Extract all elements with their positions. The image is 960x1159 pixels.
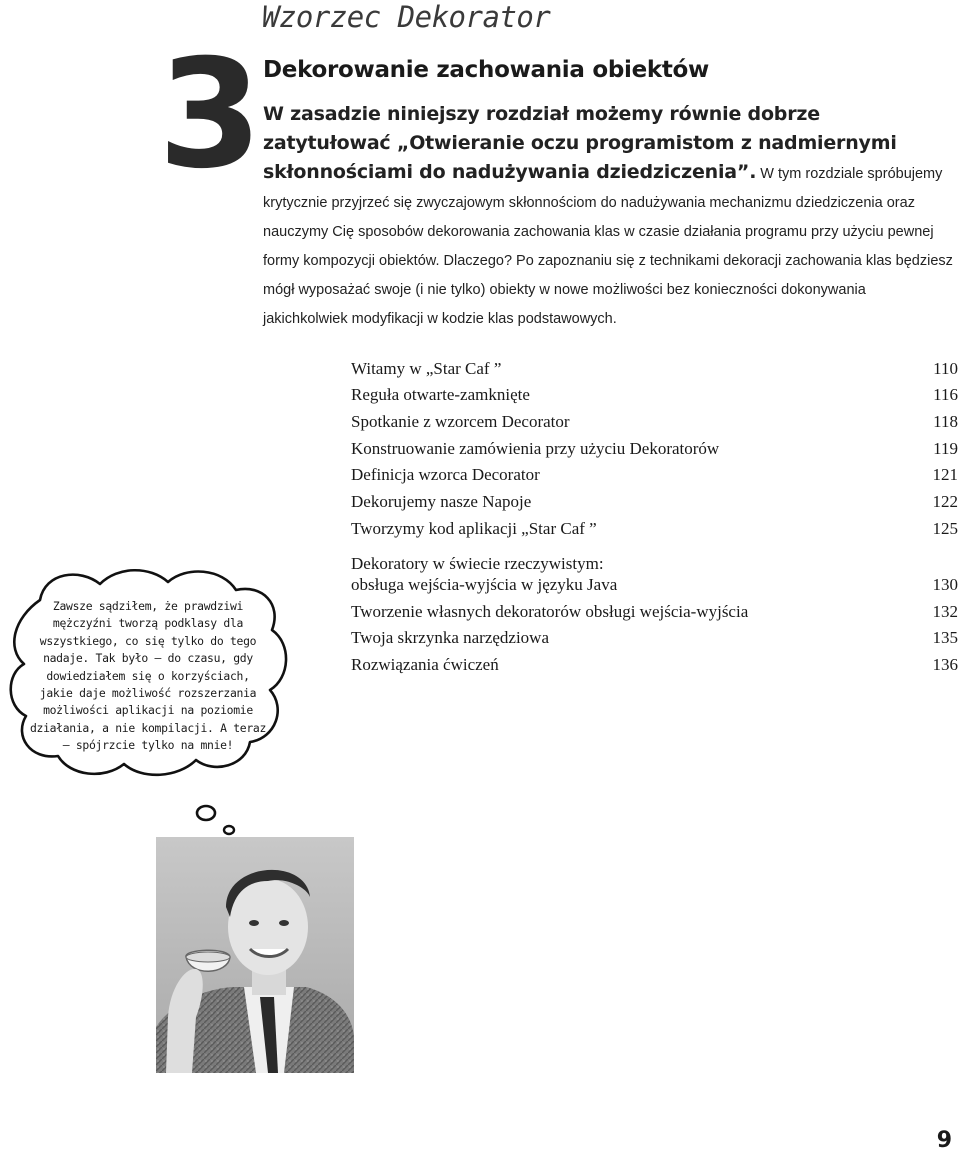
toc-entry[interactable]	[351, 595, 958, 622]
chapter-title: Wzorzec Dekorator	[262, 0, 551, 34]
thought-dot	[224, 826, 234, 834]
toc-entry-title: Tworzymy kod aplikacji „Star Caf ”	[351, 518, 597, 538]
toc-entry[interactable]	[351, 622, 958, 649]
toc-entry-page: 119	[933, 438, 958, 458]
toc-entry-title: Spotkanie z wzorcem Decorator	[351, 412, 570, 432]
toc-entry[interactable]	[351, 379, 958, 406]
table-of-contents	[351, 352, 958, 675]
toc-entry[interactable]	[351, 512, 958, 539]
man-with-teacup-photo	[156, 837, 354, 1073]
toc-entry-page: 118	[933, 412, 958, 432]
intro-paragraph	[263, 102, 953, 334]
intro-lead: W zasadzie niniejszy rozdział możemy równie dobrze zatytułować „Otwieranie oczu programistom z nadmiernymi skłonnościami do nadużywania dziedziczenia”.	[263, 103, 897, 183]
toc-entry-title: Konstruowanie zamówienia przy użyciu Dekoratorów	[351, 438, 720, 458]
toc-entry-title: Dekorujemy nasze Napoje	[351, 492, 532, 512]
toc-entry-page: 116	[933, 385, 958, 405]
toc-entry-title: Twoja skrzynka narzędziowa	[351, 628, 549, 648]
toc-entry-page: 125	[932, 518, 958, 538]
page-number: 9	[936, 1128, 952, 1153]
toc-entry-title: Dekoratory w świecie rzeczywistym: obsługa wejścia-wyjścia w języku Java	[351, 553, 618, 594]
toc-entry-page: 136	[932, 654, 958, 674]
toc-entry-page: 135	[932, 628, 958, 648]
toc-entry[interactable]	[351, 459, 958, 486]
toc-entry-title: Definicja wzorca Decorator	[351, 465, 540, 485]
chapter-subtitle: Dekorowanie zachowania obiektów	[263, 57, 710, 83]
toc-entry[interactable]	[351, 539, 958, 595]
thought-bubble-text: Zawsze sądziłem, że prawdziwi mężczyźni tworzą podklasy dla wszystkiego, co się tylko do tego nadaje. Tak było — do czasu, gdy dowiedziałem się o korzyściach, jakie daje możliwość rozszerzania możliwości aplikacji na poziomie działania, a nie kompilacji. A teraz — spójrzcie tylko na mnie!	[29, 599, 267, 753]
toc-entry[interactable]	[351, 405, 958, 432]
toc-entry-title: Reguła otwarte-zamknięte	[351, 385, 530, 405]
toc-entry[interactable]	[351, 432, 958, 459]
toc-entry-title: Rozwiązania ćwiczeń	[351, 654, 499, 674]
toc-entry-page: 130	[932, 574, 958, 594]
toc-entry[interactable]	[351, 648, 958, 675]
intro-body: W tym rozdziale spróbujemy krytycznie przyjrzeć się zwyczajowym skłonnościom do nadużywania mechanizmu dziedziczenia oraz nauczymy Cię sposobów dekorowania zachowania klas w czasie działania programu przy użyciu pewnej formy kompozycji obiektów. Dlaczego? Po zapoznaniu się z technikami dekoracji zachowania klas będziesz mógł wyposażać swoje (i nie tylko) obiekty w nowe możliwości bez konieczności dokonywania jakichkolwiek modyfikacji w kodzie klas podstawowych.	[263, 166, 953, 327]
toc-entry-page: 122	[932, 492, 958, 512]
chapter-number: 3	[158, 28, 259, 202]
toc-entry-title: Witamy w „Star Caf ”	[351, 358, 502, 378]
toc-entry-title: Tworzenie własnych dekoratorów obsługi wejścia-wyjścia	[351, 601, 749, 621]
toc-entry[interactable]	[351, 485, 958, 512]
toc-entry-page: 121	[932, 465, 958, 485]
toc-entry-page: 110	[933, 358, 958, 378]
toc-entry[interactable]	[351, 352, 958, 379]
thought-dot	[197, 806, 215, 820]
toc-entry-page: 132	[932, 601, 958, 621]
